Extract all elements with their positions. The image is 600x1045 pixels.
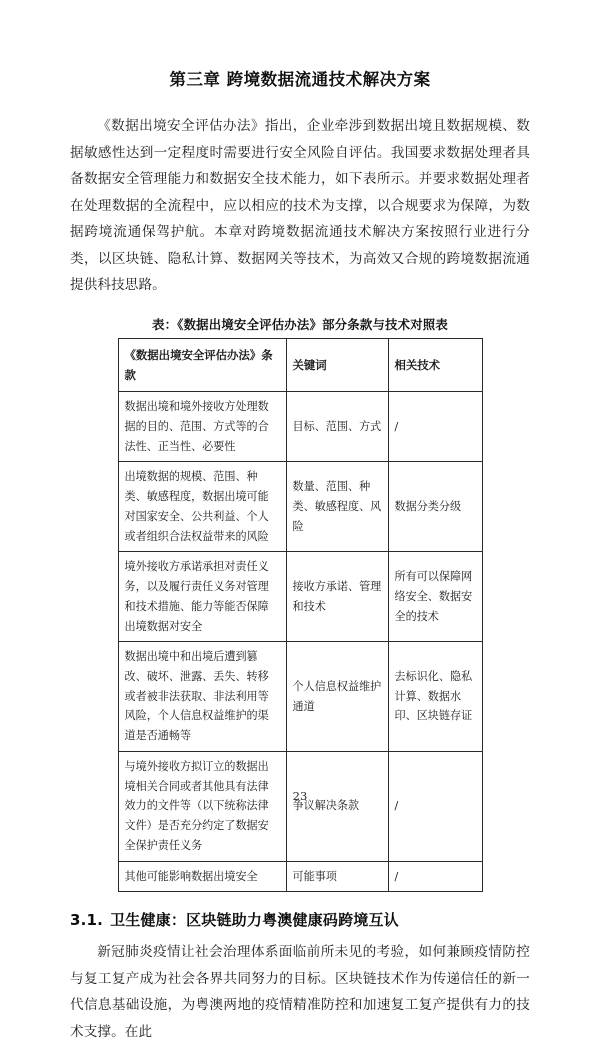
table-row	[118, 552, 482, 642]
table-row	[118, 642, 482, 752]
table-header-row	[118, 338, 482, 392]
cell-keyword: 可能事项	[286, 861, 388, 892]
cell-technology: /	[388, 861, 482, 892]
cell-technology: 去标识化、隐私计算、数据水印、区块链存证	[388, 642, 482, 752]
cell-keyword: 争议解决条款	[286, 751, 388, 861]
table-row	[118, 462, 482, 552]
cell-clause: 与境外接收方拟订立的数据出境相关合同或者其他具有法律效力的文件等（以下统称法律文件）是否充分约定了数据安全保护责任义务	[118, 751, 286, 861]
column-header-clause: 《数据出境安全评估办法》条款	[118, 338, 286, 392]
cell-clause: 出境数据的规模、范围、种类、敏感程度，数据出境可能对国家安全、公共利益、个人或者组织合法权益带来的风险	[118, 462, 286, 552]
table-row	[118, 861, 482, 892]
cell-keyword: 数量、范围、种类、敏感程度、风险	[286, 462, 388, 552]
column-header-keyword: 关键词	[286, 338, 388, 392]
chapter-title: 第三章 跨境数据流通技术解决方案	[169, 70, 431, 89]
section-title: 卫生健康：区块链助力粤澳健康码跨境互认	[110, 911, 399, 930]
clause-technology-table	[118, 338, 483, 893]
cell-clause: 其他可能影响数据出境安全	[118, 861, 286, 892]
cell-technology: 所有可以保障网络安全、数据安全的技术	[388, 552, 482, 642]
cell-technology: /	[388, 392, 482, 462]
intro-paragraph: 《数据出境安全评估办法》指出，企业牵涉到数据出境且数据规模、数据敏感性达到一定程度时需要进行安全风险自评估。我国要求数据处理者具备数据安全管理能力和数据安全技术能力，如下表所示。并要求数据处理者在处理数据的全流程中，应以相应的技术为支撑，以合规要求为保障，为数据跨境流通保驾护航。本章对跨境数据流通技术解决方案按照行业进行分类，以区块链、隐私计算、数据网关等技术，为高效又合规的跨境数据流通提供科技思路。	[70, 118, 530, 294]
cell-clause: 数据出境中和出境后遭到篡改、破坏、泄露、丢失、转移或者被非法获取、非法利用等风险，个人信息权益维护的渠道是否通畅等	[118, 642, 286, 752]
cell-technology: /	[388, 751, 482, 861]
page-content	[70, 0, 530, 1040]
section-number: 3.1.	[70, 911, 104, 930]
table-row	[118, 751, 482, 861]
cell-keyword: 目标、范围、方式	[286, 392, 388, 462]
section-body-paragraph: 新冠肺炎疫情让社会治理体系面临前所未见的考验，如何兼顾疫情防控与复工复产成为社会各界共同努力的目标。区块链技术作为传递信任的新一代信息基础设施，为粤澳两地的疫情精准防控和加速复工复产提供有力的技术支撑。在此	[70, 944, 530, 1040]
cell-keyword: 接收方承诺、管理和技术	[286, 552, 388, 642]
cell-keyword: 个人信息权益维护通道	[286, 642, 388, 752]
cell-clause: 数据出境和境外接收方处理数据的目的、范围、方式等的合法性、正当性、必要性	[118, 392, 286, 462]
page-number: 23	[292, 789, 308, 803]
section-heading	[70, 909, 530, 930]
cell-technology: 数据分类分级	[388, 462, 482, 552]
column-header-technology: 相关技术	[388, 338, 482, 392]
cell-clause: 境外接收方承诺承担对责任义务，以及履行责任义务对管理和技术措施、能力等能否保障出境数据对安全	[118, 552, 286, 642]
table-caption: 表：《数据出境安全评估办法》部分条款与技术对照表	[152, 316, 448, 332]
table-row	[118, 392, 482, 462]
